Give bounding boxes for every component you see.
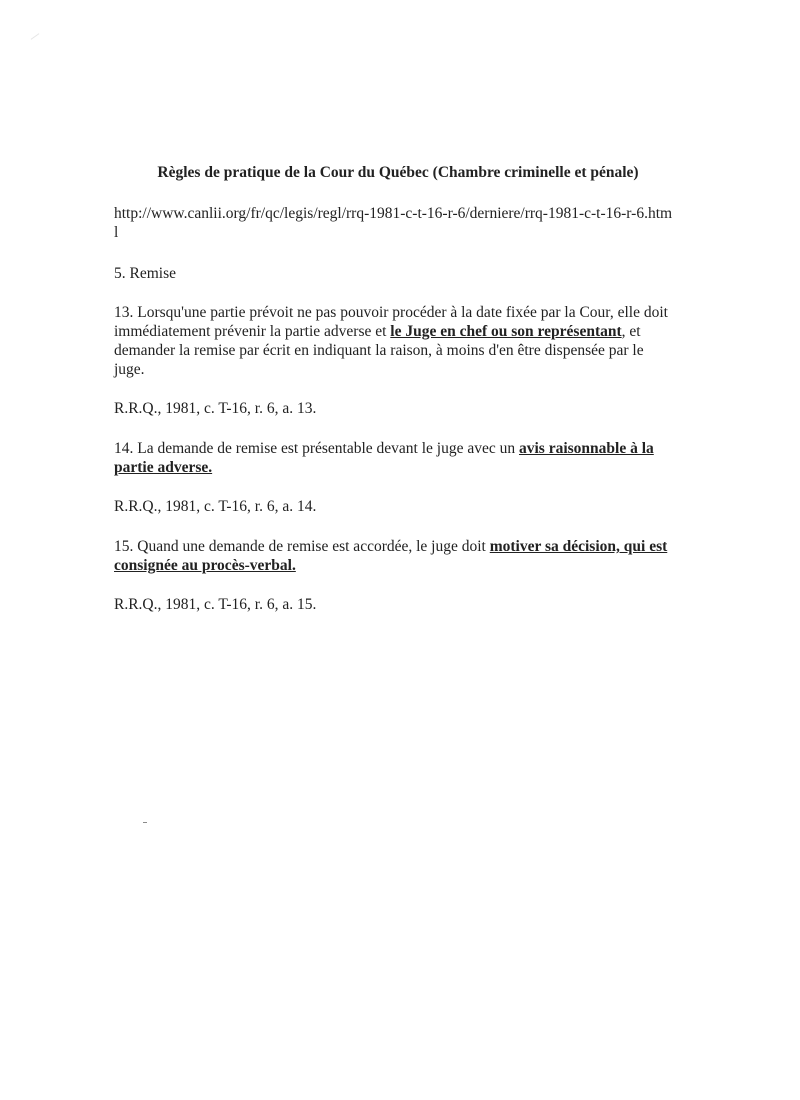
article-reference: R.R.Q., 1981, c. T-16, r. 6, a. 13.: [114, 400, 317, 417]
article-text: La demande de remise est présentable devant le juge avec un: [133, 440, 519, 457]
article-text: Lorsqu'une partie prévoit ne pas pouvoir procéder à la date fixée par la Cour, elle doit immédiatement prévenir la partie adverse et: [114, 304, 668, 340]
document-body: [114, 163, 674, 635]
article-13: [114, 303, 674, 379]
article-text-after: , et demander la remise par écrit en indiquant la raison, à moins d'en être dispensée par le juge.: [114, 323, 644, 378]
scan-artifact: [143, 822, 147, 823]
article-emphasis: avis raisonnable à la partie adverse.: [114, 440, 654, 476]
article-reference: R.R.Q., 1981, c. T-16, r. 6, a. 15.: [114, 596, 317, 613]
document-title: Règles de pratique de la Cour du Québec (Chambre criminelle et pénale): [157, 164, 639, 181]
scan-artifact: [31, 33, 40, 40]
article-emphasis: le Juge en chef ou son représentant: [390, 323, 622, 340]
article-15: [114, 537, 674, 575]
article-reference: R.R.Q., 1981, c. T-16, r. 6, a. 14.: [114, 498, 317, 515]
article-text: Quand une demande de remise est accordée, le juge doit: [133, 538, 490, 555]
source-url: http://www.canlii.org/fr/qc/legis/regl/rrq-1981-c-t-16-r-6/derniere/rrq-1981-c-t-16-r-6.html: [114, 205, 673, 241]
article-number: 14.: [114, 440, 134, 457]
section-heading: 5. Remise: [114, 265, 176, 282]
article-number: 13.: [114, 304, 134, 321]
article-number: 15.: [114, 538, 134, 555]
article-14: [114, 439, 674, 477]
article-emphasis: motiver sa décision, qui est consignée au procès-verbal.: [114, 538, 668, 574]
